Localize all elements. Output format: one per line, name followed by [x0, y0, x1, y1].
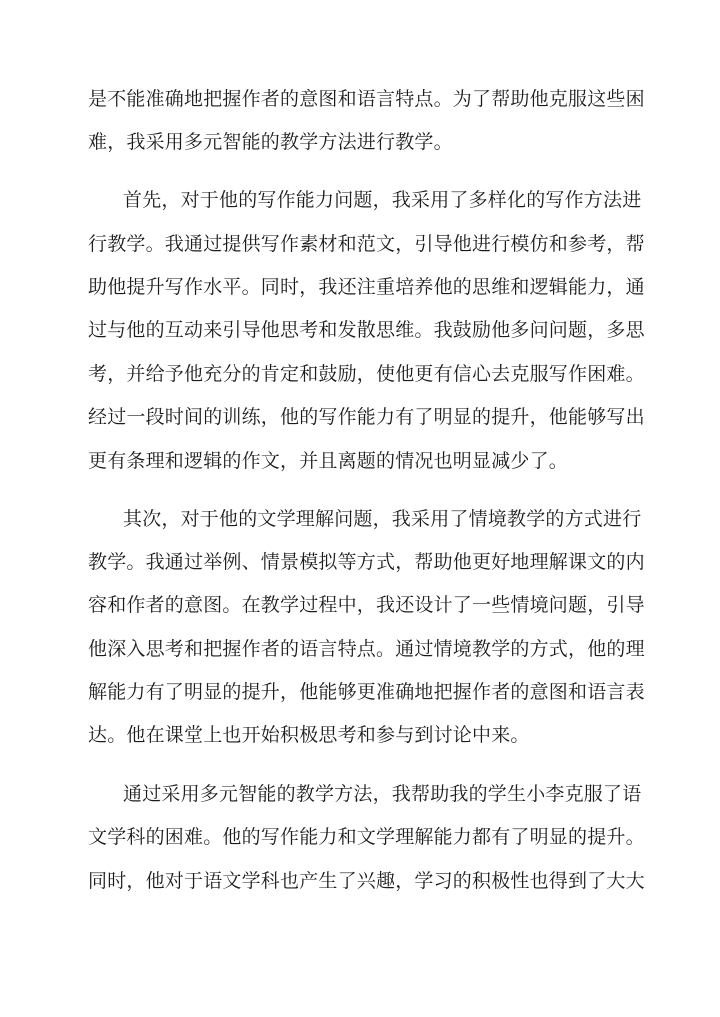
- text-line: 达。他在课堂上也开始积极思考和参与到讨论中来。: [88, 724, 530, 746]
- text-line: 他深入思考和把握作者的语言特点。通过情境教学的方式，他的理: [88, 638, 645, 660]
- text-line: 通过采用多元智能的教学方法，我帮助我的学生小李克服了语: [123, 783, 642, 805]
- text-line: 同时，他对于语文学科也产生了兴趣，学习的积极性也得到了大大: [88, 870, 645, 892]
- text-line: 行教学。我通过提供写作素材和范文，引导他进行模仿和参考，帮: [88, 233, 645, 255]
- text-line: 是不能准确地把握作者的意图和语言特点。为了帮助他克服这些困: [88, 88, 645, 110]
- text-line: 解能力有了明显的提升，他能够更准确地把握作者的意图和语言表: [88, 681, 645, 703]
- text-line: 容和作者的意图。在教学过程中，我还设计了一些情境问题，引导: [88, 594, 645, 616]
- text-line: 助他提升写作水平。同时，我还注重培养他的思维和逻辑能力，通: [88, 276, 645, 298]
- text-line: 难，我采用多元智能的教学方法进行教学。: [88, 131, 453, 153]
- text-line: 过与他的互动来引导他思考和发散思维。我鼓励他多问问题，多思: [88, 319, 645, 341]
- text-line: 教学。我通过举例、情景模拟等方式，帮助他更好地理解课文的内: [88, 551, 645, 573]
- text-line: 更有条理和逻辑的作文，并且离题的情况也明显减少了。: [88, 450, 569, 472]
- text-line: 其次，对于他的文学理解问题，我采用了情境教学的方式进行: [123, 508, 642, 530]
- text-line: 考，并给予他充分的肯定和鼓励，使他更有信心去克服写作困难。: [88, 363, 645, 385]
- text-line: 首先，对于他的写作能力问题，我采用了多样化的写作方法进: [123, 189, 642, 211]
- text-line: 经过一段时间的训练，他的写作能力有了明显的提升，他能够写出: [88, 406, 645, 428]
- text-line: 文学科的困难。他的写作能力和文学理解能力都有了明显的提升。: [88, 826, 645, 848]
